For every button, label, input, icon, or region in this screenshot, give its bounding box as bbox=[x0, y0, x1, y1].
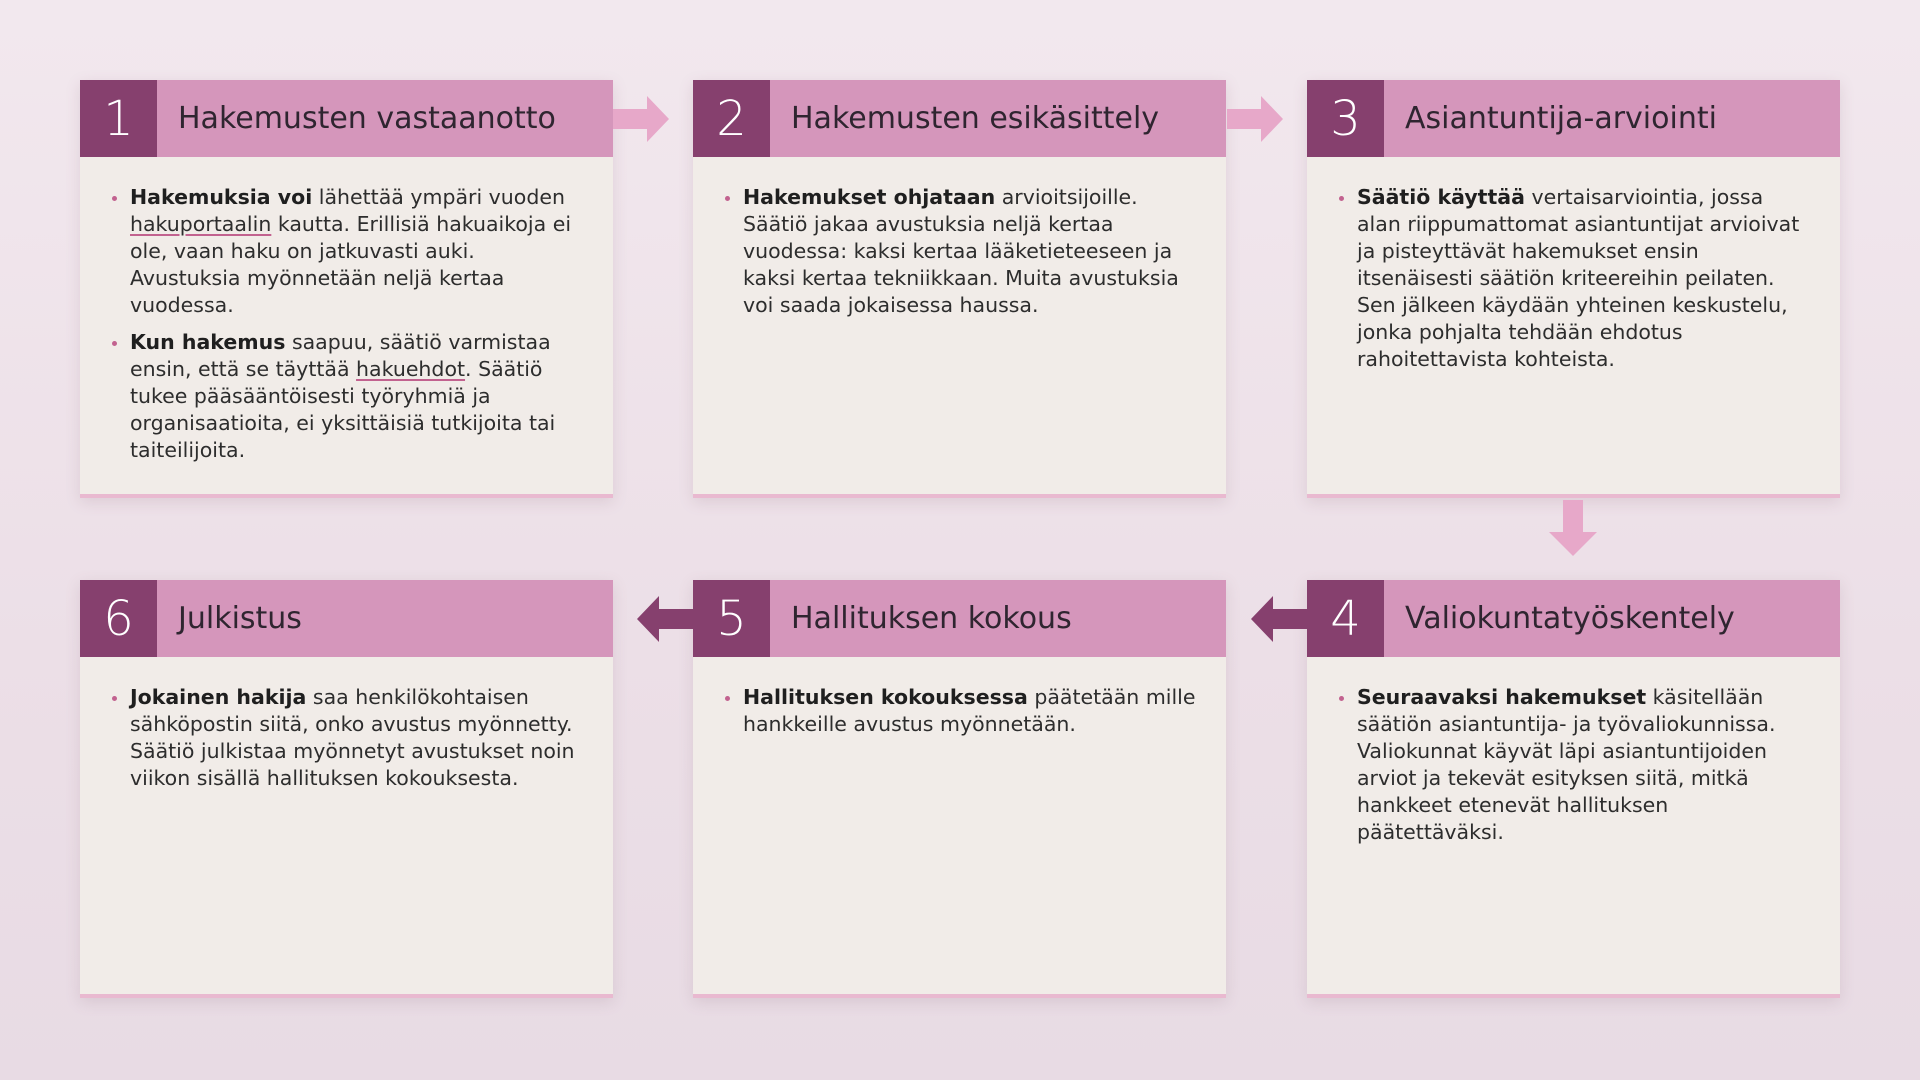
step-number: 1 bbox=[80, 80, 157, 157]
arrow-left-icon bbox=[637, 596, 693, 642]
step-body bbox=[693, 157, 1226, 319]
step-body bbox=[80, 157, 613, 464]
bullet-lead: Hakemuksia voi bbox=[130, 185, 313, 209]
bullet-lead: Säätiö käyttää bbox=[1357, 185, 1525, 209]
step-card-1 bbox=[80, 80, 613, 498]
step-header bbox=[1307, 580, 1840, 657]
bullet-lead: Jokainen hakija bbox=[130, 685, 307, 709]
bullet-text: päätetään mille hankkeille avustus myönnetään. bbox=[743, 685, 1196, 736]
step-card-2 bbox=[693, 80, 1226, 498]
step-card-4 bbox=[1307, 580, 1840, 998]
arrow-left-icon bbox=[1251, 596, 1307, 642]
step-body bbox=[1307, 657, 1840, 846]
step-number: 6 bbox=[80, 580, 157, 657]
bullet-lead: Kun hakemus bbox=[130, 330, 286, 354]
bullet-text: . Säätiö tukee pääsääntöisesti työryhmiä ja organisaatioita, ei yksittäisiä tutkijoita tai taiteilijoita. bbox=[130, 357, 556, 462]
bullet-text: kautta. Erillisiä hakuaikoja ei ole, vaan haku on jatkuvasti auki. Avustuksia myönnetään neljä kertaa vuodessa. bbox=[130, 212, 572, 317]
step-title: Valiokuntatyöskentely bbox=[1405, 601, 1735, 636]
bullet-item bbox=[743, 184, 1196, 319]
bullet-lead: Seuraavaksi hakemukset bbox=[1357, 685, 1647, 709]
step-header bbox=[693, 80, 1226, 157]
step-title: Hallituksen kokous bbox=[791, 601, 1072, 636]
step-body bbox=[693, 657, 1226, 738]
step-number: 2 bbox=[693, 80, 770, 157]
bullet-item bbox=[130, 329, 583, 464]
step-card-3 bbox=[1307, 80, 1840, 498]
arrow-right-icon bbox=[613, 96, 669, 142]
bullet-lead: Hallituksen kokouksessa bbox=[743, 685, 1028, 709]
arrow-down-icon bbox=[1549, 500, 1597, 556]
bullet-text: saapuu, säätiö varmistaa ensin, että se täyttää bbox=[130, 330, 551, 381]
bullet-lead: Hakemukset ohjataan bbox=[743, 185, 996, 209]
bullet-text: vertaisarviointia, jossa alan riippumattomat asiantuntijat arvioivat ja pisteyttävät hakemukset ensin itsenäisesti säätiön kriteereihin peilaten. Sen jälkeen käydään yhteinen keskustelu, jonka pohjalta tehdään ehdotus rahoitettavista kohteista. bbox=[1357, 185, 1800, 371]
bullet-text: lähettää ympäri vuoden bbox=[312, 185, 565, 209]
arrow-right-icon bbox=[1227, 96, 1283, 142]
hakuportaali-link[interactable]: hakuportaalin bbox=[130, 212, 272, 236]
bullet-item bbox=[130, 184, 583, 319]
step-number: 3 bbox=[1307, 80, 1384, 157]
bullet-text: saa henkilökohtaisen sähköpostin siitä, onko avustus myönnetty. Säätiö julkistaa myönnetyt avustukset noin viikon sisällä hallituksen kokouksesta. bbox=[130, 685, 575, 790]
step-title: Hakemusten esikäsittely bbox=[791, 101, 1160, 136]
bullet-text: käsitellään säätiön asiantuntija- ja työvaliokunnissa. Valiokunnat käyvät läpi asiantuntijoiden arviot ja tekevät esityksen siitä, mitkä hankkeet etenevät hallituksen päätettäväksi. bbox=[1357, 685, 1776, 844]
step-title: Hakemusten vastaanotto bbox=[178, 101, 556, 136]
step-header bbox=[1307, 80, 1840, 157]
bullet-item bbox=[1357, 184, 1810, 373]
step-body bbox=[80, 657, 613, 792]
step-card-5 bbox=[693, 580, 1226, 998]
step-body bbox=[1307, 157, 1840, 373]
step-header bbox=[693, 580, 1226, 657]
step-header bbox=[80, 80, 613, 157]
bullet-item bbox=[130, 684, 583, 792]
step-header bbox=[80, 580, 613, 657]
step-number: 5 bbox=[693, 580, 770, 657]
step-card-6 bbox=[80, 580, 613, 998]
step-title: Julkistus bbox=[178, 601, 302, 636]
step-number: 4 bbox=[1307, 580, 1384, 657]
step-title: Asiantuntija-arviointi bbox=[1405, 101, 1717, 136]
bullet-item bbox=[743, 684, 1196, 738]
bullet-text: arvioitsijoille. Säätiö jakaa avustuksia neljä kertaa vuodessa: kaksi kertaa lääketieteeseen ja kaksi kertaa tekniikkaan. Muita avustuksia voi saada jokaisessa haussa. bbox=[743, 185, 1179, 317]
bullet-item bbox=[1357, 684, 1810, 846]
hakuehdot-link[interactable]: hakuehdot bbox=[356, 357, 466, 381]
